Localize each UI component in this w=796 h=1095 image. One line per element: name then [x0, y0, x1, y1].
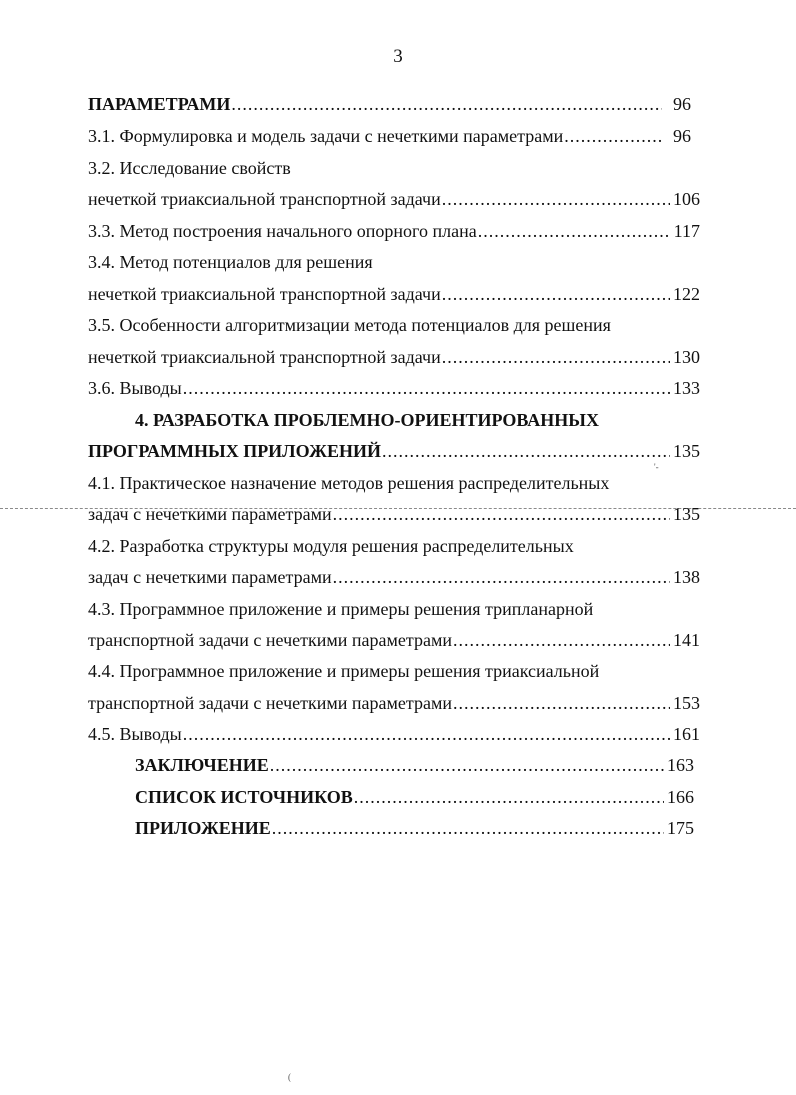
dot-leader — [478, 218, 671, 244]
dot-leader — [272, 815, 664, 841]
toc-entry-page: 141 — [673, 630, 700, 650]
toc-entry[interactable] — [88, 186, 700, 212]
toc-entry-title: транспортной задачи с нечеткими параметрами — [88, 630, 452, 650]
toc-entry[interactable] — [88, 721, 700, 747]
toc-entry-title: нечеткой триаксиальной транспортной задачи — [88, 347, 441, 367]
toc-entry-page: 106 — [673, 189, 700, 209]
toc-entry-title: нечеткой триаксиальной транспортной задачи — [88, 284, 441, 304]
toc-entry-page: 117 — [673, 221, 700, 241]
toc-entry-title: транспортной задачи с нечеткими параметрами — [88, 693, 452, 713]
toc-entry-page: 166 — [667, 787, 694, 807]
toc-entry[interactable] — [88, 375, 700, 401]
page-number: 3 — [393, 46, 403, 67]
toc-entry-title: 3.1. Формулировка и модель задачи с нечеткими параметрами — [88, 126, 564, 146]
dot-leader — [354, 784, 664, 810]
toc-entry-title: 3.5. Особенности алгоритмизации метода потенциалов для решения — [88, 315, 611, 335]
toc-entry-title: задач с нечеткими параметрами — [88, 504, 332, 524]
scan-speck: ( — [288, 1072, 291, 1082]
toc-entry-page: 163 — [667, 755, 694, 775]
dot-leader — [333, 564, 670, 590]
toc-entry[interactable] — [88, 344, 700, 370]
toc-entry[interactable] — [88, 501, 700, 527]
dot-leader — [270, 752, 664, 778]
toc-entry-page: 96 — [673, 94, 691, 114]
toc-entry[interactable] — [88, 123, 691, 149]
toc-entry-page: 135 — [673, 441, 700, 461]
toc-entry-page: 135 — [673, 504, 700, 524]
toc-entry[interactable] — [88, 218, 700, 244]
dot-leader — [231, 91, 662, 117]
dot-leader — [564, 123, 662, 149]
toc-entry-title: нечеткой триаксиальной транспортной задачи — [88, 189, 441, 209]
toc-entry-title: 3.6. Выводы — [88, 378, 182, 398]
toc-entry[interactable] — [88, 281, 700, 307]
dot-leader — [183, 375, 670, 401]
chapter-heading: 4. РАЗРАБОТКА ПРОБЛЕМНО-ОРИЕНТИРОВАННЫХ — [135, 410, 599, 430]
toc-entry-title: 3.2. Исследование свойств — [88, 158, 291, 178]
dot-leader — [333, 501, 670, 527]
toc-entry-title: ПРОГРАММНЫХ ПРИЛОЖЕНИЙ — [88, 441, 381, 461]
toc-entry-title: 4.1. Практическое назначение методов решения распределительных — [88, 473, 610, 493]
toc-entry[interactable] — [135, 815, 694, 841]
toc-entry[interactable] — [88, 627, 700, 653]
toc-entry-title: СПИСОК ИСТОЧНИКОВ — [135, 787, 353, 807]
toc-entry-title: 3.3. Метод построения начального опорного плана — [88, 221, 477, 241]
toc-entry[interactable] — [135, 784, 694, 810]
dot-leader — [442, 281, 670, 307]
toc-entry-title: ПАРАМЕТРАМИ — [88, 94, 231, 114]
toc-entry-page: 130 — [673, 347, 700, 367]
toc-entry-page: 175 — [667, 818, 694, 838]
toc-entry-title: 4.3. Программное приложение и примеры решения трипланарной — [88, 599, 594, 619]
toc-entry-page: 133 — [673, 378, 700, 398]
dot-leader — [453, 690, 670, 716]
toc-entry-page: 153 — [673, 693, 700, 713]
toc-entry-title: ЗАКЛЮЧЕНИЕ — [135, 755, 269, 775]
scan-speck: '- — [654, 462, 659, 472]
toc-entry-title: 4.2. Разработка структуры модуля решения распределительных — [88, 536, 574, 556]
dot-leader — [382, 438, 670, 464]
toc-entry-title: 3.4. Метод потенциалов для решения — [88, 252, 373, 272]
toc-entry-page: 122 — [673, 284, 700, 304]
toc-entry[interactable] — [88, 564, 700, 590]
toc-entry[interactable] — [88, 91, 691, 117]
toc-entry-page: 161 — [673, 724, 700, 744]
toc-entry[interactable] — [135, 752, 694, 778]
dot-leader — [183, 721, 670, 747]
toc-entry-title: задач с нечеткими параметрами — [88, 567, 332, 587]
toc-entry-page: 96 — [673, 126, 691, 146]
toc-entry-title: 4.4. Программное приложение и примеры решения триаксиальной — [88, 661, 600, 681]
toc-entry-title: ПРИЛОЖЕНИЕ — [135, 818, 271, 838]
toc-entry-title: 4.5. Выводы — [88, 724, 182, 744]
toc-entry[interactable] — [88, 690, 700, 716]
dot-leader — [453, 627, 670, 653]
dot-leader — [442, 186, 670, 212]
dot-leader — [442, 344, 670, 370]
toc-entry-page: 138 — [673, 567, 700, 587]
toc-entry[interactable] — [88, 438, 700, 464]
